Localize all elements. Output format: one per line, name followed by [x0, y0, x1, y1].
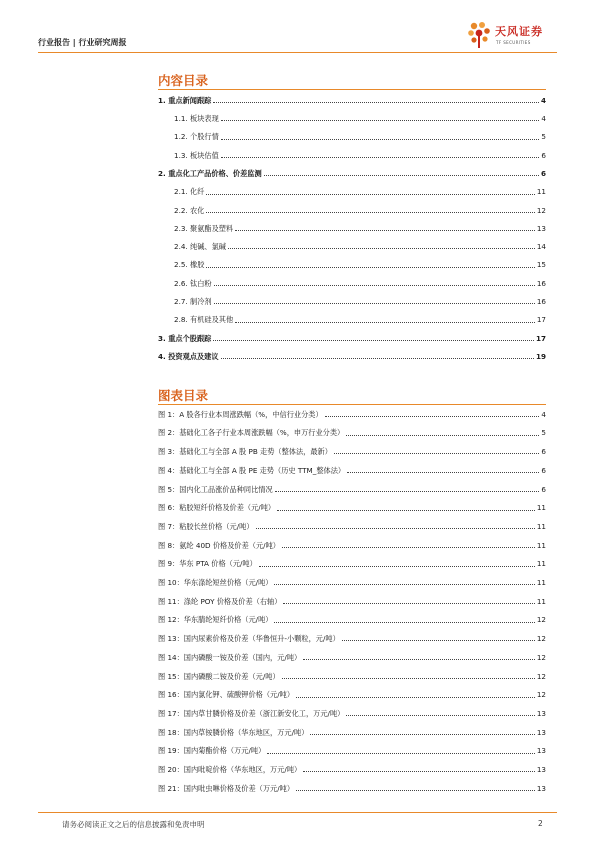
- entry-page-number: 6: [541, 447, 546, 457]
- logo-flower-icon: [465, 20, 493, 50]
- entry-page-number: 11: [536, 503, 546, 513]
- entry-title: 1. 重点新闻跟踪: [158, 95, 212, 105]
- entry-title: 图 16：国内氯化钾、硫酸钾价格（元/吨）: [158, 690, 295, 700]
- figure-entry[interactable]: [158, 593, 546, 605]
- dot-leader: [256, 528, 535, 529]
- entry-title: 2.5. 橡胶: [174, 260, 205, 270]
- entry-page-number: 11: [536, 540, 546, 550]
- dot-leader: [274, 622, 534, 623]
- entry-title: 图 19：国内菊酯价格（万元/吨）: [158, 746, 266, 756]
- figure-entry[interactable]: [158, 574, 546, 586]
- entry-page-number: 13: [536, 708, 546, 718]
- entry-page-number: 17: [535, 333, 546, 343]
- company-logo: [465, 20, 557, 52]
- entry-page-number: 12: [536, 690, 546, 700]
- entry-page-number: 6: [540, 168, 546, 178]
- entry-title: 图 1：A 股各行业本周涨跌幅（%，中信行业分类）: [158, 409, 323, 419]
- footer-divider: [38, 812, 557, 813]
- entry-title: 图 20：国内吡啶价格（华东地区，万元/吨）: [158, 765, 302, 775]
- entry-title: 图 13：国内尿素价格及价差（华鲁恒升-小颗粒，元/吨）: [158, 634, 340, 644]
- figure-entry[interactable]: [158, 687, 546, 699]
- entry-page-number: 15: [536, 260, 546, 270]
- entry-title: 图 9：华东 PTA 价格（元/吨）: [158, 559, 257, 569]
- dot-leader: [214, 285, 535, 286]
- figure-entry[interactable]: [158, 743, 546, 755]
- entry-title: 图 3：基础化工与全部 A 股 PB 走势（整体法，最新）: [158, 447, 332, 457]
- toc-entry[interactable]: [158, 92, 546, 104]
- dot-leader: [213, 102, 539, 103]
- entry-title: 2.3. 聚氨酯及塑料: [174, 223, 234, 233]
- dot-leader: [277, 510, 535, 511]
- report-type-label: 行业报告 | 行业研究周报: [38, 38, 127, 47]
- toc-entry[interactable]: [158, 257, 546, 269]
- dot-leader: [274, 584, 534, 585]
- entry-page-number: 5: [541, 132, 546, 142]
- entry-title: 2.7. 制冷剂: [174, 297, 212, 307]
- entry-title: 图 17：国内草甘膦价格及价差（浙江新安化工，万元/吨）: [158, 708, 345, 718]
- toc-entry[interactable]: [158, 110, 546, 122]
- figure-entry[interactable]: [158, 761, 546, 773]
- dot-leader: [275, 491, 540, 492]
- entry-page-number: 4: [541, 409, 546, 419]
- dot-leader: [303, 659, 535, 660]
- toc-entry[interactable]: [158, 348, 546, 360]
- toc-entry[interactable]: [158, 165, 546, 177]
- logo-subtitle: TF SECURITIES: [496, 40, 531, 45]
- dot-leader: [296, 790, 535, 791]
- dot-leader: [347, 472, 539, 473]
- entry-page-number: 13: [536, 765, 546, 775]
- toc-entry[interactable]: [158, 184, 546, 196]
- toc-entry[interactable]: [158, 238, 546, 250]
- entry-page-number: 12: [536, 615, 546, 625]
- entry-title: 图 12：华东腈纶短纤价格（元/吨）: [158, 615, 273, 625]
- dot-leader: [235, 322, 535, 323]
- entry-page-number: 12: [536, 652, 546, 662]
- entry-page-number: 11: [536, 521, 546, 531]
- dot-leader: [334, 453, 539, 454]
- entry-title: 图 4：基础化工与全部 A 股 PE 走势（历史 TTM_整体法）: [158, 465, 346, 475]
- dot-leader: [310, 734, 534, 735]
- dot-leader: [264, 175, 539, 176]
- dot-leader: [228, 248, 535, 249]
- dot-leader: [267, 753, 535, 754]
- figure-entry[interactable]: [158, 705, 546, 717]
- figure-entry[interactable]: [158, 668, 546, 680]
- figure-entry[interactable]: [158, 612, 546, 624]
- dot-leader: [206, 194, 534, 195]
- entry-title: 图 15：国内磷酸二铵及价差（元/吨）: [158, 671, 280, 681]
- figure-entry[interactable]: [158, 537, 546, 549]
- dot-leader: [346, 715, 534, 716]
- figure-entry[interactable]: [158, 630, 546, 642]
- entry-title: 图 21：国内吡虫啉价格及价差（万元/吨）: [158, 783, 295, 793]
- toc-title: 内容目录: [158, 73, 209, 88]
- entry-title: 图 10：华东涤纶短丝价格（元/吨）: [158, 578, 273, 588]
- entry-page-number: 16: [536, 297, 546, 307]
- entry-page-number: 11: [536, 596, 546, 606]
- figure-entry[interactable]: [158, 556, 546, 568]
- dot-leader: [206, 267, 534, 268]
- figures-title: 图表目录: [158, 388, 209, 403]
- entry-page-number: 6: [541, 465, 546, 475]
- entry-title: 4. 投资观点及建议: [158, 351, 219, 361]
- toc-entry[interactable]: [158, 330, 546, 342]
- dot-leader: [221, 358, 534, 359]
- toc-entry[interactable]: [158, 275, 546, 287]
- entry-page-number: 16: [536, 278, 546, 288]
- figure-entry[interactable]: [158, 724, 546, 736]
- entry-title: 图 8：氨纶 40D 价格及价差（元/吨）: [158, 540, 280, 550]
- toc-entry[interactable]: [158, 220, 546, 232]
- dot-leader: [283, 603, 534, 604]
- entry-title: 1.1. 板块表现: [174, 114, 219, 124]
- entry-title: 2. 重点化工产品价格、价差监测: [158, 168, 262, 178]
- entry-title: 2.6. 钛白粉: [174, 278, 212, 288]
- entry-page-number: 11: [536, 559, 546, 569]
- figure-entry[interactable]: [158, 443, 546, 455]
- entry-title: 图 14：国内磷酸一铵及价差（国内，元/吨）: [158, 652, 302, 662]
- dot-leader: [259, 566, 535, 567]
- entry-page-number: 13: [536, 727, 546, 737]
- entry-title: 图 6：粘胶短纤价格及价差（元/吨）: [158, 503, 276, 513]
- figure-entry[interactable]: [158, 481, 546, 493]
- page-number: 2: [538, 819, 543, 828]
- entry-page-number: 19: [535, 351, 546, 361]
- dot-leader: [282, 547, 535, 548]
- figure-entry[interactable]: [158, 425, 546, 437]
- dot-leader: [346, 435, 539, 436]
- dot-leader: [325, 416, 540, 417]
- entry-page-number: 13: [536, 746, 546, 756]
- entry-page-number: 11: [536, 578, 546, 588]
- logo-name: 天风证券: [495, 25, 543, 38]
- entry-title: 2.4. 纯碱、氯碱: [174, 242, 226, 252]
- entry-title: 图 18：国内草铵膦价格（华东地区，万元/吨）: [158, 727, 309, 737]
- toc-entry[interactable]: [158, 312, 546, 324]
- entry-page-number: 12: [536, 205, 546, 215]
- dot-leader: [221, 120, 540, 121]
- entry-title: 图 7：粘胶长丝价格（元/吨）: [158, 521, 254, 531]
- dot-leader: [221, 139, 540, 140]
- header-divider: [38, 52, 557, 53]
- entry-title: 图 5：国内化工品涨价品种同比情况: [158, 484, 273, 494]
- toc-entry[interactable]: [158, 293, 546, 305]
- entry-title: 图 2：基础化工各子行业本周涨跌幅（%，申万行业分类）: [158, 428, 345, 438]
- entry-page-number: 6: [541, 150, 546, 160]
- entry-title: 图 11：涤纶 POY 价格及价差（右轴）: [158, 596, 282, 606]
- page-header: [38, 18, 557, 52]
- figure-entry[interactable]: [158, 462, 546, 474]
- entry-page-number: 12: [536, 634, 546, 644]
- figure-entry[interactable]: [158, 518, 546, 530]
- footer-disclaimer: 请务必阅读正文之后的信息披露和免责申明: [62, 820, 205, 829]
- entry-page-number: 12: [536, 671, 546, 681]
- entry-page-number: 6: [541, 484, 546, 494]
- toc-entry[interactable]: [158, 129, 546, 141]
- dot-leader: [282, 678, 535, 679]
- entry-title: 1.2. 个股行情: [174, 132, 219, 142]
- entry-page-number: 13: [536, 223, 546, 233]
- dot-leader: [221, 157, 540, 158]
- entry-page-number: 13: [536, 783, 546, 793]
- entry-page-number: 17: [536, 315, 546, 325]
- dot-leader: [213, 340, 534, 341]
- dot-leader: [214, 303, 535, 304]
- dot-leader: [342, 640, 535, 641]
- entry-page-number: 4: [541, 114, 546, 124]
- entry-page-number: 11: [536, 187, 546, 197]
- entry-page-number: 14: [536, 242, 546, 252]
- dot-leader: [296, 697, 535, 698]
- entry-page-number: 4: [540, 95, 546, 105]
- toc-entry[interactable]: [158, 147, 546, 159]
- dot-leader: [206, 212, 534, 213]
- toc-title-divider: [158, 89, 546, 90]
- entry-page-number: 5: [541, 428, 546, 438]
- figures-title-divider: [158, 404, 546, 405]
- toc-entry[interactable]: [158, 202, 546, 214]
- figure-entry[interactable]: [158, 649, 546, 661]
- entry-title: 3. 重点个股跟踪: [158, 333, 212, 343]
- figure-entry[interactable]: [158, 500, 546, 512]
- entry-title: 2.1. 化纤: [174, 187, 205, 197]
- entry-title: 2.8. 有机硅及其他: [174, 315, 234, 325]
- dot-leader: [235, 230, 535, 231]
- figure-entry[interactable]: [158, 406, 546, 418]
- figure-entry[interactable]: [158, 780, 546, 792]
- entry-title: 1.3. 板块估值: [174, 150, 219, 160]
- dot-leader: [303, 771, 535, 772]
- entry-title: 2.2. 农化: [174, 205, 205, 215]
